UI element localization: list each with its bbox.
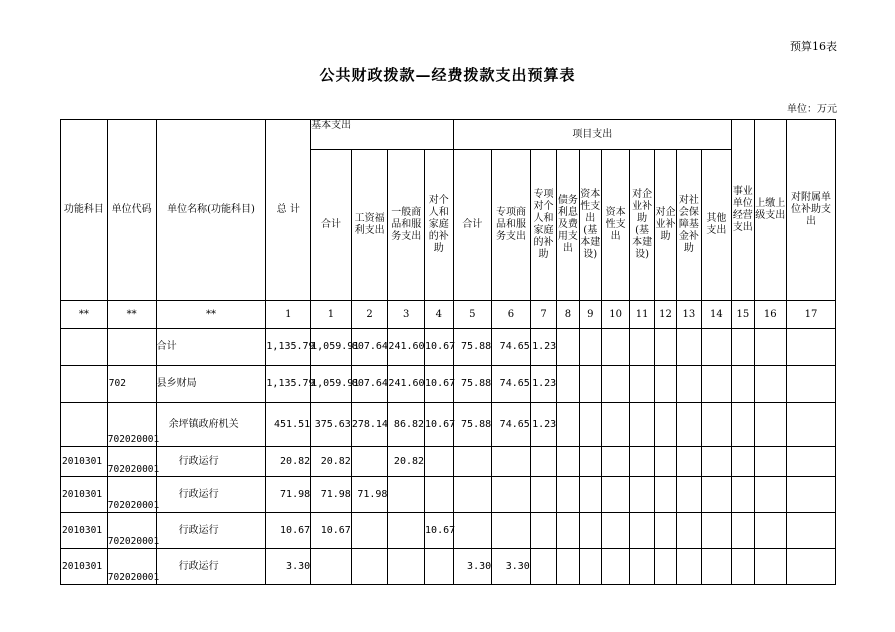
empty-cell <box>787 513 836 549</box>
empty-cell <box>787 549 836 585</box>
header-enterprise-build: 对企业补助(基本建设) <box>630 150 654 301</box>
amount-cell <box>453 477 492 513</box>
index-cell: 7 <box>530 301 556 329</box>
empty-cell <box>601 549 629 585</box>
empty-cell <box>654 366 676 403</box>
table-row <box>61 403 836 447</box>
index-row <box>61 301 836 329</box>
empty-cell <box>754 447 787 477</box>
empty-cell <box>557 477 579 513</box>
table-row <box>61 549 836 585</box>
amount-cell <box>492 477 531 513</box>
amount-cell: 71.98 <box>351 477 388 513</box>
index-cell: 10 <box>601 301 629 329</box>
page-title: 公共财政拨款—经费拨款支出预算表 <box>319 66 576 84</box>
amount-cell <box>453 513 492 549</box>
header-basic: 基本支出 <box>311 120 453 150</box>
unit-code-cell: 702020001 <box>107 549 156 585</box>
empty-cell <box>654 477 676 513</box>
empty-cell <box>601 513 629 549</box>
amount-cell: 3.30 <box>492 549 531 585</box>
amount-cell: 74.65 <box>492 329 531 366</box>
header-project: 项目支出 <box>453 120 732 150</box>
amount-cell <box>492 513 531 549</box>
amount-cell <box>388 513 425 549</box>
amount-cell <box>492 447 531 477</box>
amount-cell: 10.67 <box>266 513 311 549</box>
amount-cell: 241.60 <box>388 366 425 403</box>
amount-cell: 1,135.79 <box>266 366 311 403</box>
empty-cell <box>557 329 579 366</box>
empty-cell <box>677 447 701 477</box>
index-cell: 13 <box>677 301 701 329</box>
empty-cell <box>677 366 701 403</box>
index-cell: 3 <box>388 301 425 329</box>
header-total: 总 计 <box>266 120 311 301</box>
index-cell: 9 <box>579 301 601 329</box>
amount-cell: 71.98 <box>266 477 311 513</box>
empty-cell <box>630 549 654 585</box>
index-cell: 11 <box>630 301 654 329</box>
empty-cell <box>701 403 732 447</box>
empty-cell <box>601 477 629 513</box>
unit-label: 单位：万元 <box>787 104 837 115</box>
empty-cell <box>701 447 732 477</box>
empty-cell <box>654 403 676 447</box>
amount-cell <box>453 447 492 477</box>
amount-cell: 807.64 <box>351 366 388 403</box>
index-cell: 14 <box>701 301 732 329</box>
empty-cell <box>701 477 732 513</box>
amount-cell: 1,135.79 <box>266 329 311 366</box>
header-unit-code: 单位代码 <box>107 120 156 301</box>
amount-cell: 1.23 <box>530 403 556 447</box>
amount-cell: 74.65 <box>492 403 531 447</box>
empty-cell <box>787 447 836 477</box>
empty-cell <box>557 513 579 549</box>
func-subject-cell: 2010301 <box>61 513 108 549</box>
header-project-total: 合计 <box>453 150 492 301</box>
amount-cell: 807.64 <box>351 329 388 366</box>
table-row <box>61 447 836 477</box>
unit-name-cell: 县乡财局 <box>156 366 266 403</box>
empty-cell <box>601 403 629 447</box>
amount-cell: 75.88 <box>453 366 492 403</box>
empty-cell <box>630 403 654 447</box>
amount-cell: 10.67 <box>425 403 453 447</box>
header-upper: 上缴上级支出 <box>754 120 787 301</box>
empty-cell <box>732 447 754 477</box>
amount-cell <box>311 549 352 585</box>
index-cell: 1 <box>266 301 311 329</box>
unit-code-cell: 702020001 <box>107 513 156 549</box>
index-cell: 16 <box>754 301 787 329</box>
empty-cell <box>630 513 654 549</box>
amount-cell: 10.67 <box>425 366 453 403</box>
empty-cell <box>654 513 676 549</box>
amount-cell: 3.30 <box>453 549 492 585</box>
amount-cell: 1.23 <box>530 329 556 366</box>
empty-cell <box>677 477 701 513</box>
amount-cell: 278.14 <box>351 403 388 447</box>
header-career: 事业单位经营支出 <box>732 120 754 301</box>
empty-cell <box>754 366 787 403</box>
amount-cell <box>530 549 556 585</box>
table-row <box>61 477 836 513</box>
empty-cell <box>601 366 629 403</box>
unit-code-cell: 702020001 <box>107 403 156 447</box>
empty-cell <box>701 513 732 549</box>
empty-cell <box>787 403 836 447</box>
unit-name-cell: 行政运行 <box>156 447 266 477</box>
empty-cell <box>732 329 754 366</box>
empty-cell <box>630 329 654 366</box>
unit-name-cell: 余坪镇政府机关 <box>156 403 266 447</box>
amount-cell: 75.88 <box>453 329 492 366</box>
empty-cell <box>654 549 676 585</box>
amount-cell: 1,059.91 <box>311 329 352 366</box>
empty-cell <box>732 513 754 549</box>
amount-cell: 20.82 <box>311 447 352 477</box>
empty-cell <box>601 447 629 477</box>
func-subject-cell <box>61 329 108 366</box>
index-cell: ** <box>107 301 156 329</box>
index-cell: ** <box>156 301 266 329</box>
func-subject-cell <box>61 366 108 403</box>
empty-cell <box>732 403 754 447</box>
amount-cell: 20.82 <box>266 447 311 477</box>
table-row <box>61 513 836 549</box>
index-cell: 15 <box>732 301 754 329</box>
amount-cell <box>425 549 453 585</box>
index-cell: ** <box>61 301 108 329</box>
empty-cell <box>787 477 836 513</box>
empty-cell <box>579 403 601 447</box>
amount-cell <box>425 447 453 477</box>
unit-name-cell: 合计 <box>156 329 266 366</box>
empty-cell <box>557 366 579 403</box>
header-unit-name: 单位名称(功能科目) <box>156 120 266 301</box>
amount-cell <box>425 477 453 513</box>
index-cell: 2 <box>351 301 388 329</box>
header-basic-total: 合计 <box>311 150 352 301</box>
header-personal: 对个人和家庭的补助 <box>425 150 453 301</box>
amount-cell: 10.67 <box>425 329 453 366</box>
header-capital: 资本性支出 <box>601 150 629 301</box>
table-row <box>61 366 836 403</box>
empty-cell <box>701 549 732 585</box>
empty-cell <box>677 549 701 585</box>
index-cell: 6 <box>492 301 531 329</box>
func-subject-cell: 2010301 <box>61 447 108 477</box>
index-cell: 1 <box>311 301 352 329</box>
amount-cell <box>351 447 388 477</box>
unit-code-cell: 702 <box>107 366 156 403</box>
empty-cell <box>754 477 787 513</box>
header-enterprise: 对企业补助 <box>654 150 676 301</box>
header-affiliate: 对附属单位补助支出 <box>787 120 836 301</box>
index-cell: 8 <box>557 301 579 329</box>
header-capital-build: 资本性支出(基本建设) <box>579 150 601 301</box>
empty-cell <box>701 366 732 403</box>
empty-cell <box>754 403 787 447</box>
header-debt: 债务利息及费用支出 <box>557 150 579 301</box>
amount-cell: 75.88 <box>453 403 492 447</box>
func-subject-cell <box>61 403 108 447</box>
amount-cell <box>351 513 388 549</box>
amount-cell <box>530 447 556 477</box>
empty-cell <box>754 513 787 549</box>
unit-code-cell: 702020001 <box>107 477 156 513</box>
func-subject-cell: 2010301 <box>61 477 108 513</box>
amount-cell: 10.67 <box>311 513 352 549</box>
table-row <box>61 329 836 366</box>
empty-cell <box>701 329 732 366</box>
header-other: 其他支出 <box>701 150 732 301</box>
empty-cell <box>654 447 676 477</box>
unit-name-cell: 行政运行 <box>156 477 266 513</box>
amount-cell: 451.51 <box>266 403 311 447</box>
empty-cell <box>579 447 601 477</box>
empty-cell <box>579 477 601 513</box>
empty-cell <box>557 403 579 447</box>
empty-cell <box>601 329 629 366</box>
amount-cell: 1,059.91 <box>311 366 352 403</box>
form-number: 预算16表 <box>790 40 837 53</box>
index-cell: 17 <box>787 301 836 329</box>
header-func-subject: 功能科目 <box>61 120 108 301</box>
index-cell: 4 <box>425 301 453 329</box>
empty-cell <box>557 447 579 477</box>
empty-cell <box>754 329 787 366</box>
func-subject-cell: 2010301 <box>61 549 108 585</box>
empty-cell <box>787 329 836 366</box>
empty-cell <box>732 549 754 585</box>
amount-cell: 241.60 <box>388 329 425 366</box>
empty-cell <box>630 447 654 477</box>
empty-cell <box>579 366 601 403</box>
amount-cell: 74.65 <box>492 366 531 403</box>
amount-cell: 10.67 <box>425 513 453 549</box>
amount-cell: 3.30 <box>266 549 311 585</box>
empty-cell <box>754 549 787 585</box>
empty-cell <box>732 366 754 403</box>
empty-cell <box>732 477 754 513</box>
empty-cell <box>677 329 701 366</box>
amount-cell <box>530 513 556 549</box>
amount-cell: 71.98 <box>311 477 352 513</box>
empty-cell <box>654 329 676 366</box>
amount-cell: 20.82 <box>388 447 425 477</box>
empty-cell <box>787 366 836 403</box>
empty-cell <box>579 549 601 585</box>
amount-cell: 375.63 <box>311 403 352 447</box>
empty-cell <box>677 403 701 447</box>
unit-code-cell <box>107 329 156 366</box>
empty-cell <box>579 513 601 549</box>
amount-cell: 86.82 <box>388 403 425 447</box>
unit-name-cell: 行政运行 <box>156 549 266 585</box>
header-social: 对社会保障基金补助 <box>677 150 701 301</box>
amount-cell <box>530 477 556 513</box>
header-project-goods: 专项商品和服务支出 <box>492 150 531 301</box>
empty-cell <box>630 366 654 403</box>
amount-cell: 1.23 <box>530 366 556 403</box>
empty-cell <box>557 549 579 585</box>
header-goods: 一般商品和服务支出 <box>388 150 425 301</box>
unit-name-cell: 行政运行 <box>156 513 266 549</box>
empty-cell <box>630 477 654 513</box>
header-salary: 工资福利支出 <box>351 150 388 301</box>
budget-table <box>60 119 836 585</box>
empty-cell <box>677 513 701 549</box>
amount-cell <box>388 549 425 585</box>
empty-cell <box>579 329 601 366</box>
header-project-personal: 专项对个人和家庭的补助 <box>530 150 556 301</box>
index-cell: 12 <box>654 301 676 329</box>
amount-cell <box>388 477 425 513</box>
index-cell: 5 <box>453 301 492 329</box>
unit-code-cell: 702020001 <box>107 447 156 477</box>
amount-cell <box>351 549 388 585</box>
